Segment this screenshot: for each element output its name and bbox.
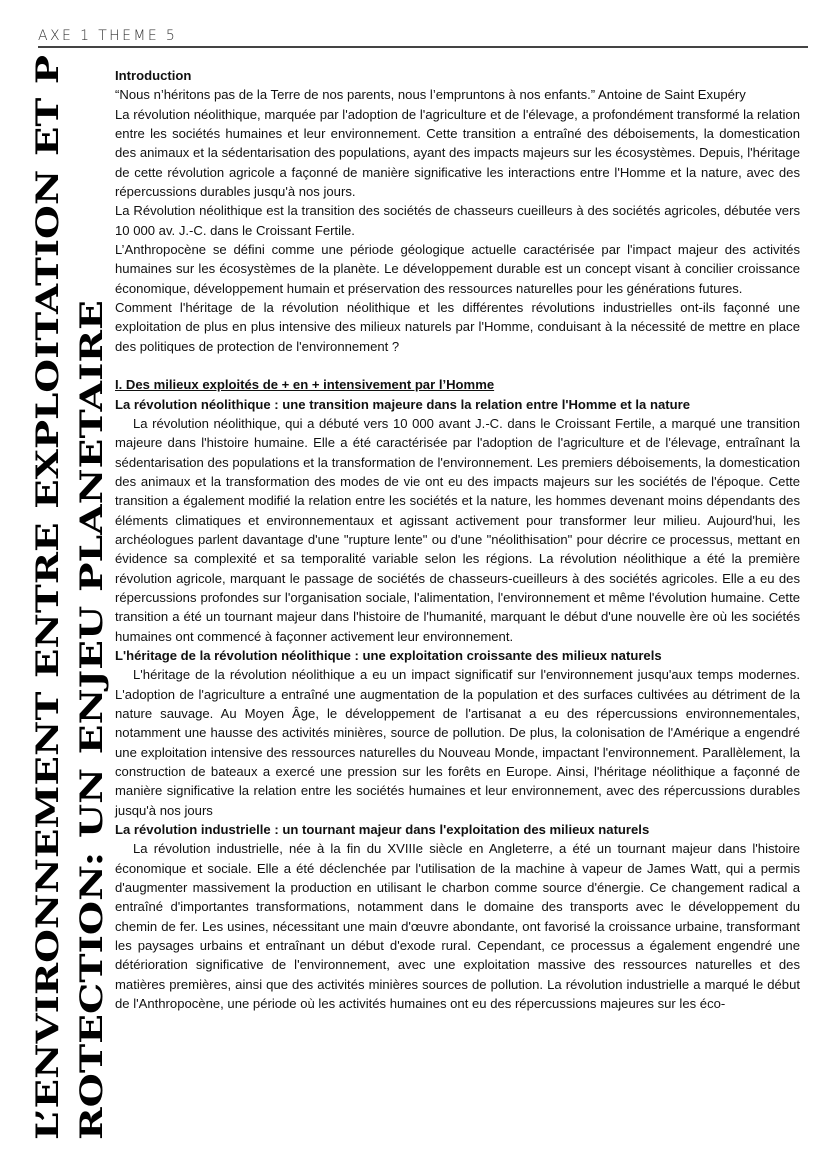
subsection-heading: L'héritage de la révolution néolithique : une exploitation croissante des milieux naturels bbox=[115, 647, 662, 663]
subsection-heading: La révolution industrielle : un tournant majeur dans l'exploitation des milieux naturels bbox=[115, 822, 650, 838]
intro-paragraph: La révolution néolithique, marquée par l'adoption de l'agriculture et de l'élevage, a profondément transformé la relation entre les sociétés humaines et leur environnement. Cette transition a entraîné des déboisements, la domestication des animaux et la sédentarisation des populations, ayant des impacts majeurs sur les écosystèmes. Depuis, l'héritage de cette révolution agricole a façonné de manière significative les interactions entre l'Homme et la nature, avec des répercussions durables jusqu'à nos jours. bbox=[115, 106, 800, 200]
document-body bbox=[115, 66, 800, 1014]
subsection-text: La révolution industrielle, née à la fin du XVIIIe siècle en Angleterre, a été un tournant majeur dans l'histoire économique et sociale. Elle a été déclenchée par l'utilisation de la machine à vapeur de James Watt, qui a permis d'augmenter massivement la production en utilisant le charbon comme source d'énergie. Ce changement radical a entraîné d'importantes transformations, notamment dans le domaine des transports avec le développement du chemin de fer. Les usines, nécessitant une main d'œuvre abondante, ont favorisé la croissance urbaine, transformant les paysages urbains et entraînant un début d'exode rural. Cependant, ce processus a également engendré une détérioration significative de l'environnement, avec une exploitation massive des ressources naturelles et des matières premières, ainsi que des activités minières sources de pollution. La révolution industrielle a marqué le début de l'Anthropocène, une période où les activités humaines ont eu des répercussions majeures sur les éco- bbox=[115, 841, 800, 1012]
intro-quote: “Nous n’héritons pas de la Terre de nos parents, nous l’empruntons à nos enfants.” Antoine de Saint Exupéry bbox=[115, 87, 746, 103]
vertical-title bbox=[0, 0, 112, 1171]
section-title: I. Des milieux exploités de + en + intensivement par l’Homme bbox=[115, 377, 495, 393]
page-header-label: AXE 1 THEME 5 bbox=[38, 28, 178, 44]
vertical-title-line1: L’ENVIRONNEMENT ENTRE EXPLOITATION ET P bbox=[30, 273, 66, 1140]
intro-heading: Introduction bbox=[115, 68, 192, 83]
vertical-title-line2: ROTECTION: UN ENJEU PLANETAIRE bbox=[74, 477, 110, 1140]
subsection-heading: La révolution néolithique : une transition majeure dans la relation entre l'Homme et la nature bbox=[115, 396, 690, 412]
header-divider bbox=[38, 46, 808, 48]
intro-paragraph: La Révolution néolithique est la transition des sociétés de chasseurs cueilleurs à des sociétés agricoles, débutée vers 10 000 av. J.-C. dans le Croissant Fertile. bbox=[115, 203, 800, 238]
subsection-text: L'héritage de la révolution néolithique a eu un impact significatif sur l'environnement jusqu'aux temps modernes. L'adoption de l'agriculture a entraîné une augmentation de la population et des surfaces cultivées au détriment de la nature sauvage. Au Moyen Âge, le développement de l'artisanat a eu des répercussions environnementales, notamment une hausse des activités minières, source de pollution. De plus, la colonisation de l'Amérique a engendré une exploitation intensive des ressources naturelles du Nouveau Monde, impactant l'environnement. Parallèlement, la construction de bateaux a exercé une pression sur les forêts en Europe. Ainsi, l'héritage néolithique a façonné de manière significative la relation entre les sociétés humaines et leur environnement, avec des répercussions durables jusqu'à nos jours bbox=[115, 667, 800, 818]
intro-paragraph: L’Anthropocène se défini comme une période géologique actuelle caractérisée par l'impact majeur des activités humaines sur les écosystèmes de la planète. Le développement durable est un concept visant à concilier croissance économique, développement humain et préservation des ressources naturelles pour les générations futures. bbox=[115, 242, 800, 296]
subsection-text: La révolution néolithique, qui a débuté vers 10 000 avant J.-C. dans le Croissant Fertile, a marqué une transition majeure dans l'histoire humaine. Elle a été caractérisée par l'adoption de l'agriculture et de l'élevage, entraînant la sédentarisation des populations et la transformation de l'environnement. Les premiers déboisements, la domestication des animaux et la transformation des modes de vie ont eu des impacts majeurs sur les sociétés de l'époque. Cette transition a également modifié la relation entre les sociétés et la nature, les hommes devenant moins dépendants des éléments climatiques et environnementaux et agissant activement pour transformer leur milieu. Aujourd'hui, les archéologues parlent davantage d'une "rupture lente" ou d'une "néolithisation" pour décrire ce processus, mettant en évidence sa complexité et sa temporalité variable selon les régions. La révolution néolithique a été la première révolution agricole, marquant le passage de sociétés de chasseurs-cueilleurs à des sociétés agricoles. Elle a eu des répercussions profondes sur l'organisation sociale, l'alimentation, l'environnement et même l'évolution humaine. Cette transition a été un tournant majeur dans l'histoire de l'humanité, marquant le début d'une nouvelle ère où les sociétés humaines ont commencé à façonner activement leur environnement. bbox=[115, 415, 800, 644]
paragraph-spacer bbox=[115, 356, 800, 375]
intro-problematic: Comment l'héritage de la révolution néolithique et les différentes révolutions industrielles ont-ils façonné une exploitation de plus en plus intensive des milieux naturels par l'Homme, conduisant à la nécessité de mettre en place des politiques de protection de l'environnement ? bbox=[115, 300, 800, 354]
